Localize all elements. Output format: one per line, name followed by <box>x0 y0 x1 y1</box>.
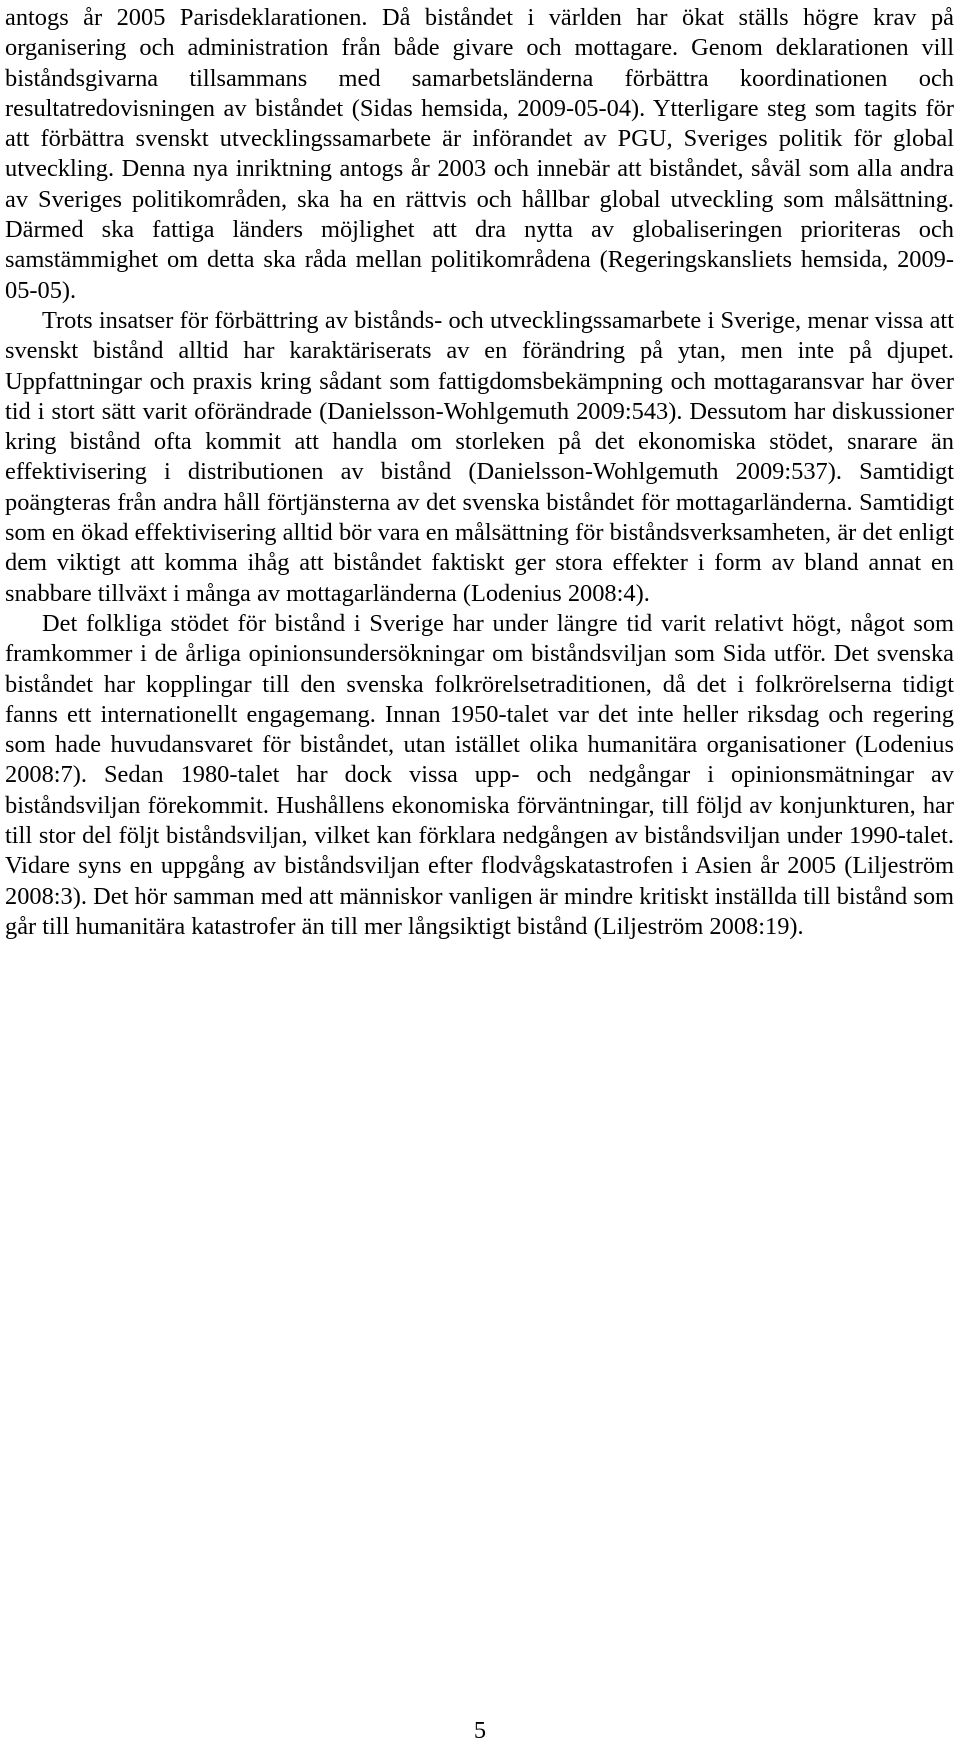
page-number: 5 <box>473 1717 487 1744</box>
paragraph-1: antogs år 2005 Parisdeklarationen. Då biståndet i världen har ökat ställs högre krav på organisering och administration från både givare och mottagare. Genom deklarationen vill biståndsgivarna tillsammans med samarbetsländerna förbättra koordinationen och resultatredovisningen av biståndet (Sidas hemsida, 2009-05-04). Ytterligare steg som tagits för att förbättra svenskt utvecklingssamarbete är införandet av PGU, Sveriges politik för global utveckling. Denna nya inriktning antogs år 2003 och innebär att biståndet, såväl som alla andra av Sveriges politikområden, ska ha en rättvis och hållbar global utveckling som målsättning. Därmed ska fattiga länders möjlighet att dra nytta av globaliseringen prioriteras och samstämmighet om detta ska råda mellan politikområdena (Regeringskansliets hemsida, 2009-05-05). <box>5 4 954 304</box>
paragraph-3: Det folkliga stödet för bistånd i Sverige har under längre tid varit relativt högt, något som framkommer i de årliga opinionsundersökningar om biståndsviljan som Sida utför. Det svenska biståndet har kopplingar till den svenska folkrörelsetraditionen, då det i folkrörelserna tidigt fanns ett internationellt engagemang. Innan 1950-talet var det inte heller riksdag och regering som hade huvudansvaret för biståndet, utan istället olika humanitära organisationer (Lodenius 2008:7). Sedan 1980-talet har dock vissa upp- och nedgångar i opinionsmätningar av biståndsviljan förekommit. Hushållens ekonomiska förväntningar, till följd av konjunkturen, har till stor del följt biståndsviljan, vilket kan förklara nedgången av biståndsviljan under 1990-talet. Vidare syns en uppgång av biståndsviljan efter flodvågskatastrofen i Asien år 2005 (Liljeström 2008:3). Det hör samman med att människor vanligen är mindre kritiskt inställda till bistånd som går till humanitära katastrofer än till mer långsiktigt bistånd (Liljeström 2008:19). <box>5 609 954 940</box>
paragraph-2: Trots insatser för förbättring av bistånds- och utvecklingssamarbete i Sverige, menar vissa att svenskt bistånd alltid har karaktäriserats av en förändring på ytan, men inte på djupet. Uppfattningar och praxis kring sådant som fattigdomsbekämpning och mottagaransvar har över tid i stort sätt varit oförändrade (Danielsson-Wohlgemuth 2009:543). Dessutom har diskussioner kring bistånd ofta kommit att handla om storleken på det ekonomiska stödet, snarare än effektivisering i distributionen av bistånd (Danielsson-Wohlgemuth 2009:537). Samtidigt poängteras från andra håll förtjänsterna av det svenska biståndet för mottagarländerna. Samtidigt som en ökad effektivisering alltid bör vara en målsättning för biståndsverksamheten, är det enligt dem viktigt att komma ihåg att biståndet faktiskt ger stora effekter i form av bland annat en snabbare tillväxt i många av mottagarländerna (Lodenius 2008:4). <box>5 306 954 607</box>
body-text <box>5 3 954 942</box>
